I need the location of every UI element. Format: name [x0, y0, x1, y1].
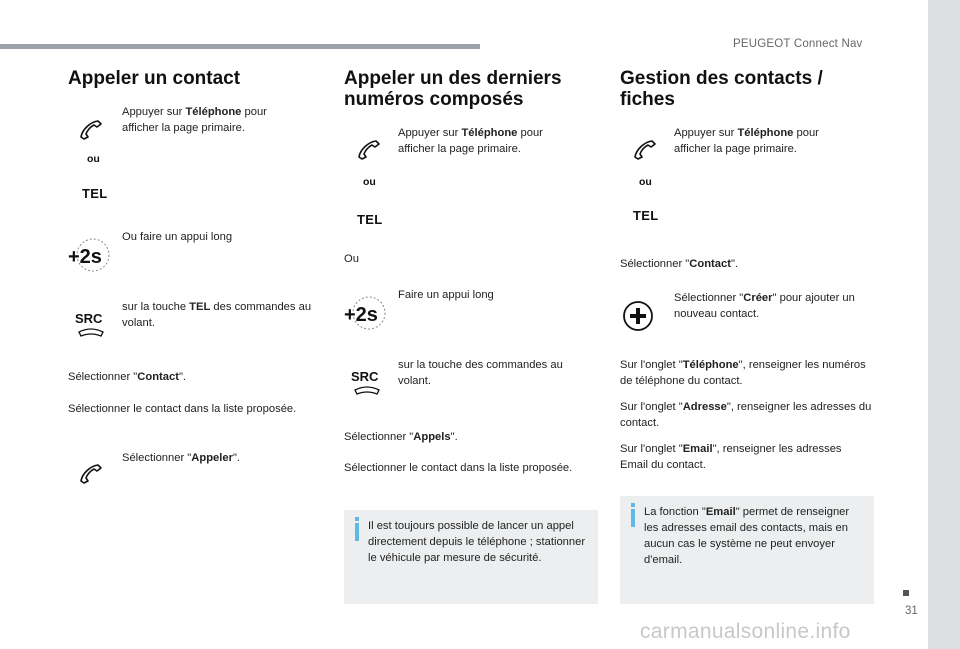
select-calls-menu: Sélectionner "Appels".	[344, 431, 458, 443]
tel-label: TEL	[633, 208, 659, 223]
section-title-call-contact: Appeler un contact	[68, 68, 241, 89]
select-contact-menu: Sélectionner "Contact".	[68, 371, 187, 383]
info-icon	[355, 523, 359, 541]
or-text: Ou	[344, 253, 359, 265]
step-press-telephone: Appuyer sur Téléphone pour afficher la page primaire.	[674, 127, 819, 155]
steering-src-button-icon	[74, 310, 108, 342]
page-edge-band	[928, 0, 960, 649]
svg-text:SRC: SRC	[351, 369, 379, 384]
info-note-text: Il est toujours possible de lancer un appel directement depuis le téléphone ; stationner le véhicule par mesure de sécurité.	[368, 520, 586, 564]
phone-handset-icon	[78, 118, 104, 140]
svg-text:+2s: +2s	[344, 304, 378, 326]
select-contact-in-list: Sélectionner le contact dans la liste proposée.	[68, 403, 297, 415]
select-contact-in-list: Sélectionner le contact dans la liste proposée.	[344, 462, 573, 474]
long-press-2s-icon	[342, 294, 388, 332]
tab-email-text: Sur l'onglet "Email", renseigner les adresses Email du contact.	[620, 443, 842, 471]
info-note-box	[620, 496, 874, 604]
tel-label: TEL	[82, 186, 108, 201]
or-label: ou	[87, 153, 100, 165]
plus-circle-icon	[622, 300, 654, 332]
watermark: carmanualsonline.info	[640, 620, 851, 643]
long-press-text: Faire un appui long	[398, 289, 494, 301]
section-title-recent-numbers: Appeler un des derniers numéros composés	[344, 68, 562, 110]
tab-address-text: Sur l'onglet "Adresse", renseigner les adresses du contact.	[620, 401, 872, 429]
brand-header: PEUGEOT Connect Nav	[733, 38, 863, 50]
header-rule	[0, 44, 480, 49]
long-press-2s-icon	[66, 236, 112, 274]
select-call: Sélectionner "Appeler".	[122, 452, 241, 464]
step-press-telephone: Appuyer sur Téléphone pour afficher la page primaire.	[398, 127, 543, 155]
page-number: 31	[905, 605, 918, 617]
long-press-text: Ou faire un appui long	[122, 231, 233, 243]
tab-telephone-text: Sur l'onglet "Téléphone", renseigner les numéros de téléphone du contact.	[620, 359, 866, 387]
steering-src-button-icon	[350, 368, 384, 400]
step-press-telephone: Appuyer sur Téléphone pour afficher la page primaire.	[122, 106, 267, 134]
section-title-manage-contacts: Gestion des contacts / fiches	[620, 68, 823, 110]
info-note-text: La fonction "Email" permet de renseigner les adresses email des contacts, mais en aucun cas le système ne peut envoyer d'email.	[644, 506, 850, 566]
select-contact-menu: Sélectionner "Contact".	[620, 258, 739, 270]
src-button-text: sur la touche des commandes au volant.	[398, 359, 563, 387]
src-button-text: sur la touche TEL des commandes au volant.	[122, 301, 312, 329]
or-label: ou	[639, 176, 652, 188]
page-marker	[903, 590, 909, 596]
info-note-box	[344, 510, 598, 604]
phone-handset-icon	[78, 462, 104, 484]
svg-text:SRC: SRC	[75, 311, 103, 326]
svg-text:+2s: +2s	[68, 246, 102, 268]
phone-handset-icon	[356, 138, 382, 160]
select-create: Sélectionner "Créer" pour ajouter un nouveau contact.	[674, 292, 855, 320]
or-label: ou	[363, 176, 376, 188]
tel-label: TEL	[357, 212, 383, 227]
info-icon	[631, 509, 635, 527]
phone-handset-icon	[632, 138, 658, 160]
